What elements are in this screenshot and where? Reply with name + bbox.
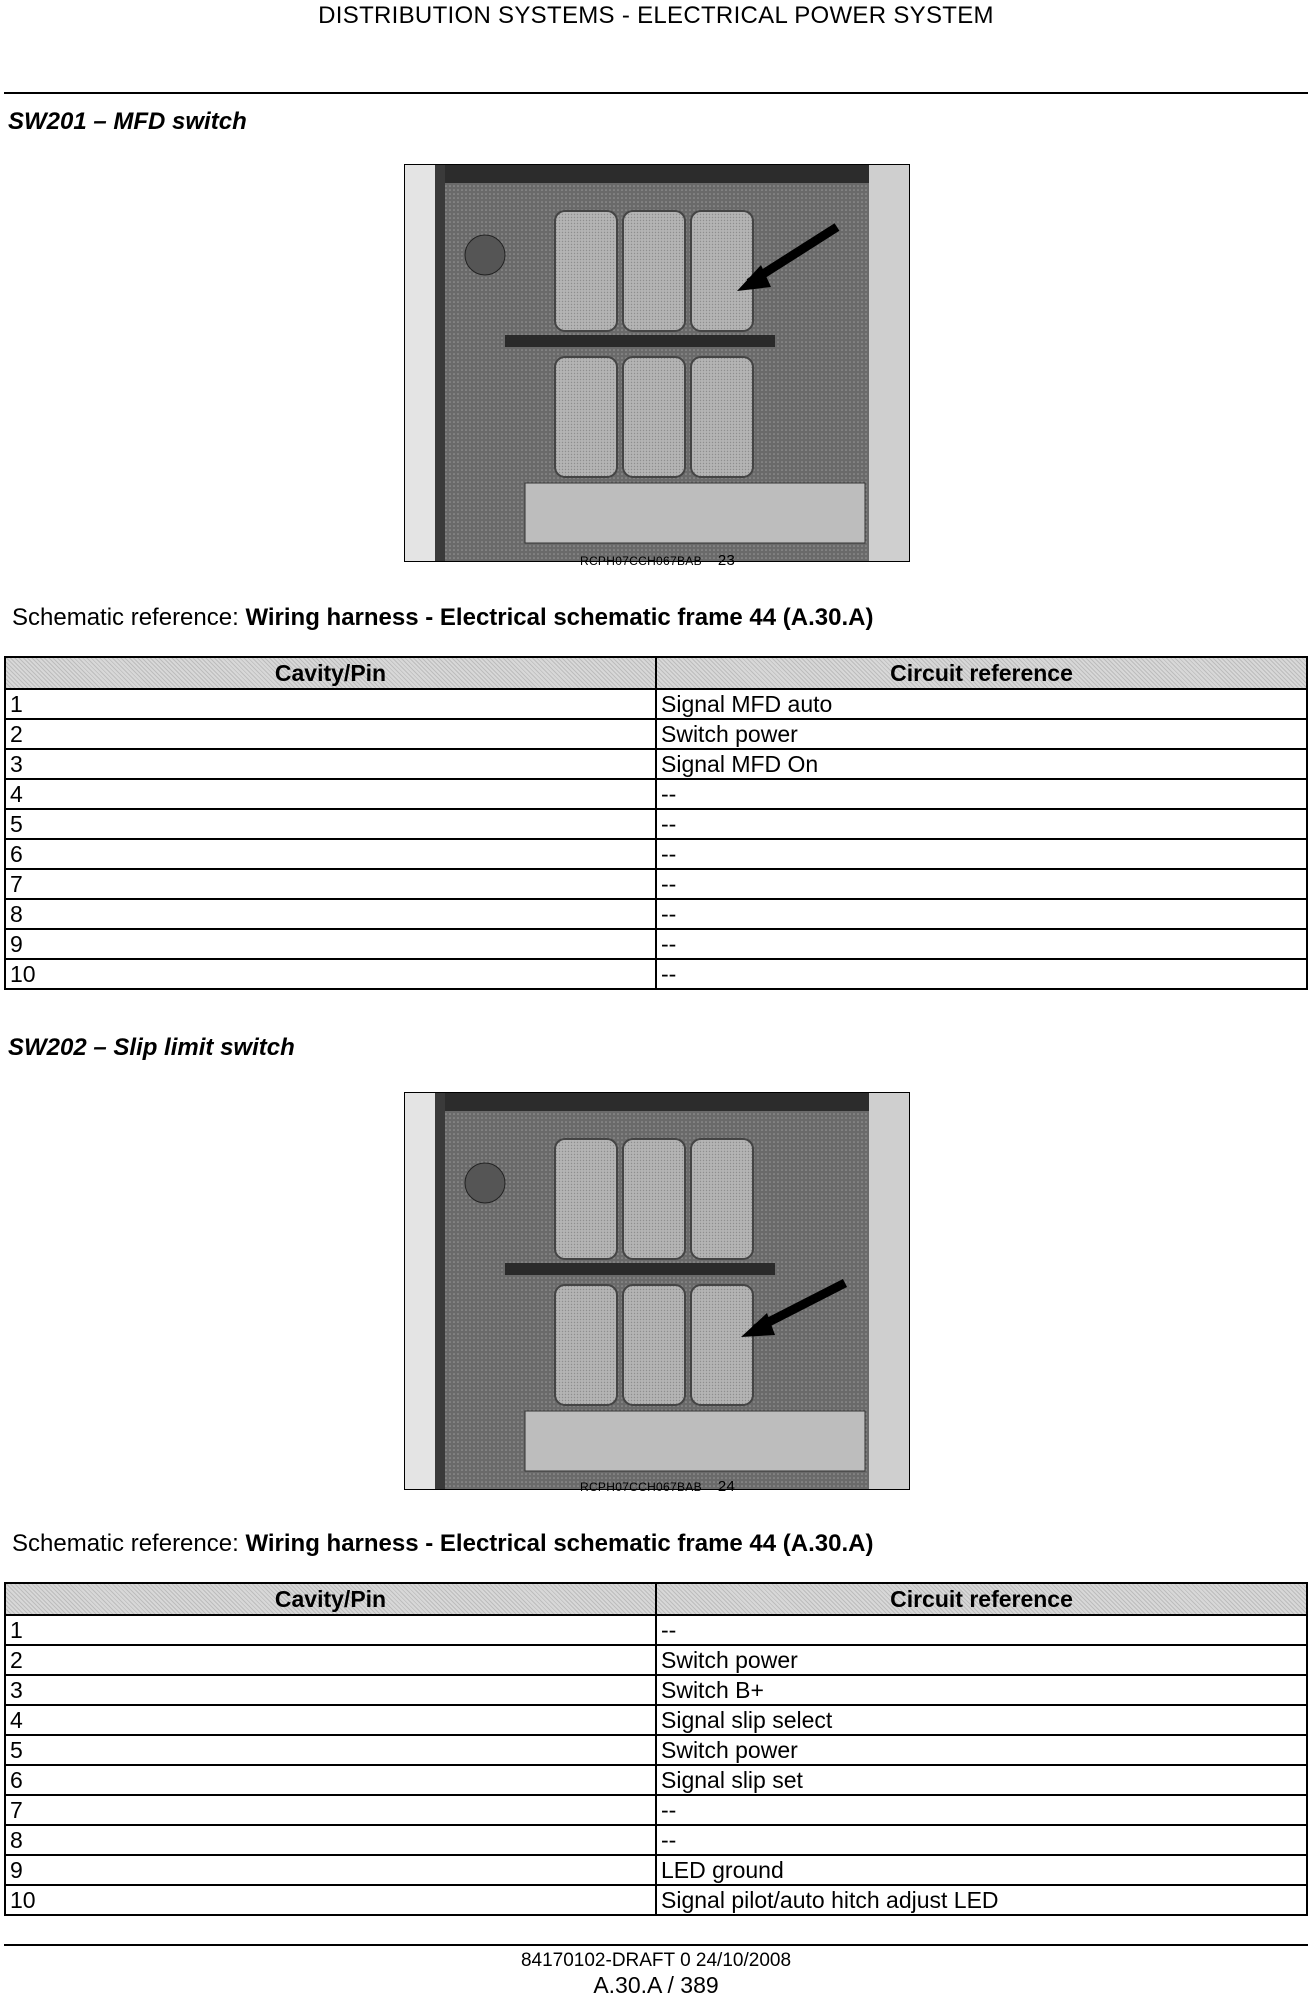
cavity-pin: 3 xyxy=(5,749,656,779)
relay-top-left xyxy=(555,1139,617,1259)
cavity-pin: 3 xyxy=(5,1675,656,1705)
figure-caption-sw202 xyxy=(580,1478,735,1495)
footer-divider xyxy=(4,1944,1308,1946)
table-row xyxy=(5,1855,1307,1885)
cavity-pin: 4 xyxy=(5,779,656,809)
circuit-reference: Switch power xyxy=(656,1645,1307,1675)
pinout-table-sw202 xyxy=(4,1582,1308,1916)
circuit-reference: Signal slip set xyxy=(656,1765,1307,1795)
schematic-link: Wiring harness - Electrical schematic frame 44 (A.30.A) xyxy=(245,1530,874,1557)
circuit-reference: -- xyxy=(656,929,1307,959)
circuit-reference: Signal pilot/auto hitch adjust LED xyxy=(656,1885,1307,1915)
circuit-reference: Switch power xyxy=(656,1735,1307,1765)
circuit-reference: -- xyxy=(656,1795,1307,1825)
cavity-pin: 5 xyxy=(5,1735,656,1765)
table-header-row xyxy=(5,657,1307,689)
table-row xyxy=(5,1735,1307,1765)
schematic-label: Schematic reference: xyxy=(12,604,246,631)
table-row xyxy=(5,1705,1307,1735)
circuit-reference: Switch B+ xyxy=(656,1675,1307,1705)
footer-page-number: A.30.A / 389 xyxy=(593,1972,719,1998)
table-row xyxy=(5,929,1307,959)
table-row xyxy=(5,809,1307,839)
relay-top-middle xyxy=(623,211,685,331)
relay-bottom-middle xyxy=(623,357,685,477)
relay-bottom-right xyxy=(691,1285,753,1405)
circuit-reference: Switch power xyxy=(656,719,1307,749)
schematic-link: Wiring harness - Electrical schematic frame 44 (A.30.A) xyxy=(245,604,874,631)
cavity-pin: 10 xyxy=(5,1885,656,1915)
section-title-sw201: SW201 – MFD switch xyxy=(8,108,247,135)
circuit-reference: LED ground xyxy=(656,1855,1307,1885)
table-row xyxy=(5,1885,1307,1915)
circuit-reference: -- xyxy=(656,809,1307,839)
relay-bottom-left xyxy=(555,357,617,477)
schematic-label: Schematic reference: xyxy=(12,1530,246,1557)
table-row xyxy=(5,959,1307,989)
figure-photo-sw201 xyxy=(404,164,910,562)
circuit-reference: -- xyxy=(656,839,1307,869)
circuit-reference: Signal MFD On xyxy=(656,749,1307,779)
relay-top-left xyxy=(555,211,617,331)
circuit-reference: -- xyxy=(656,1615,1307,1645)
cavity-pin: 6 xyxy=(5,839,656,869)
cavity-pin: 1 xyxy=(5,1615,656,1645)
cavity-pin: 8 xyxy=(5,1825,656,1855)
figure-caption-sw201 xyxy=(580,552,735,569)
table-row xyxy=(5,779,1307,809)
column-header-circuit: Circuit reference xyxy=(656,657,1307,689)
circuit-reference: -- xyxy=(656,1825,1307,1855)
cavity-pin: 6 xyxy=(5,1765,656,1795)
table-header-row xyxy=(5,1583,1307,1615)
column-header-cavity: Cavity/Pin xyxy=(5,1583,656,1615)
relay-top-right xyxy=(691,1139,753,1259)
circuit-reference: Signal MFD auto xyxy=(656,689,1307,719)
table-row xyxy=(5,869,1307,899)
circuit-reference: -- xyxy=(656,959,1307,989)
table-row xyxy=(5,1765,1307,1795)
relay-top-right xyxy=(691,211,753,331)
table-row xyxy=(5,689,1307,719)
table-row xyxy=(5,1795,1307,1825)
table-row xyxy=(5,1645,1307,1675)
relay-bottom-right xyxy=(691,357,753,477)
relay-panel-photo xyxy=(405,1093,909,1489)
schematic-reference-sw202 xyxy=(12,1530,873,1558)
table-row xyxy=(5,749,1307,779)
circuit-reference: -- xyxy=(656,869,1307,899)
footer-doc-id: 84170102-DRAFT 0 24/10/2008 xyxy=(520,1950,792,1971)
table-row xyxy=(5,1615,1307,1645)
figure-code: RCPH07CCH067BAB xyxy=(580,1480,702,1494)
relay-bottom-middle xyxy=(623,1285,685,1405)
table-row xyxy=(5,1675,1307,1705)
cavity-pin: 2 xyxy=(5,1645,656,1675)
figure-code: RCPH07CCH067BAB xyxy=(580,554,702,568)
relay-top-middle xyxy=(623,1139,685,1259)
cavity-pin: 7 xyxy=(5,1795,656,1825)
section-title-sw202: SW202 – Slip limit switch xyxy=(8,1034,295,1061)
schematic-reference-sw201 xyxy=(12,604,873,632)
column-header-cavity: Cavity/Pin xyxy=(5,657,656,689)
cavity-pin: 1 xyxy=(5,689,656,719)
header-divider xyxy=(4,92,1308,94)
circuit-reference: Signal slip select xyxy=(656,1705,1307,1735)
cavity-pin: 10 xyxy=(5,959,656,989)
table-row xyxy=(5,839,1307,869)
cavity-pin: 9 xyxy=(5,1855,656,1885)
circuit-reference: -- xyxy=(656,899,1307,929)
relay-bottom-left xyxy=(555,1285,617,1405)
relay-panel-photo xyxy=(405,165,909,561)
table-row xyxy=(5,719,1307,749)
figure-number: 24 xyxy=(717,1478,736,1495)
cavity-pin: 7 xyxy=(5,869,656,899)
circuit-reference: -- xyxy=(656,779,1307,809)
cavity-pin: 9 xyxy=(5,929,656,959)
pinout-table-sw201 xyxy=(4,656,1308,990)
figure-number: 23 xyxy=(717,552,736,569)
cavity-pin: 5 xyxy=(5,809,656,839)
cavity-pin: 4 xyxy=(5,1705,656,1735)
figure-photo-sw202 xyxy=(404,1092,910,1490)
cavity-pin: 8 xyxy=(5,899,656,929)
cavity-pin: 2 xyxy=(5,719,656,749)
table-row xyxy=(5,1825,1307,1855)
page-header: DISTRIBUTION SYSTEMS - ELECTRICAL POWER SYSTEM xyxy=(318,2,994,29)
table-row xyxy=(5,899,1307,929)
column-header-circuit: Circuit reference xyxy=(656,1583,1307,1615)
